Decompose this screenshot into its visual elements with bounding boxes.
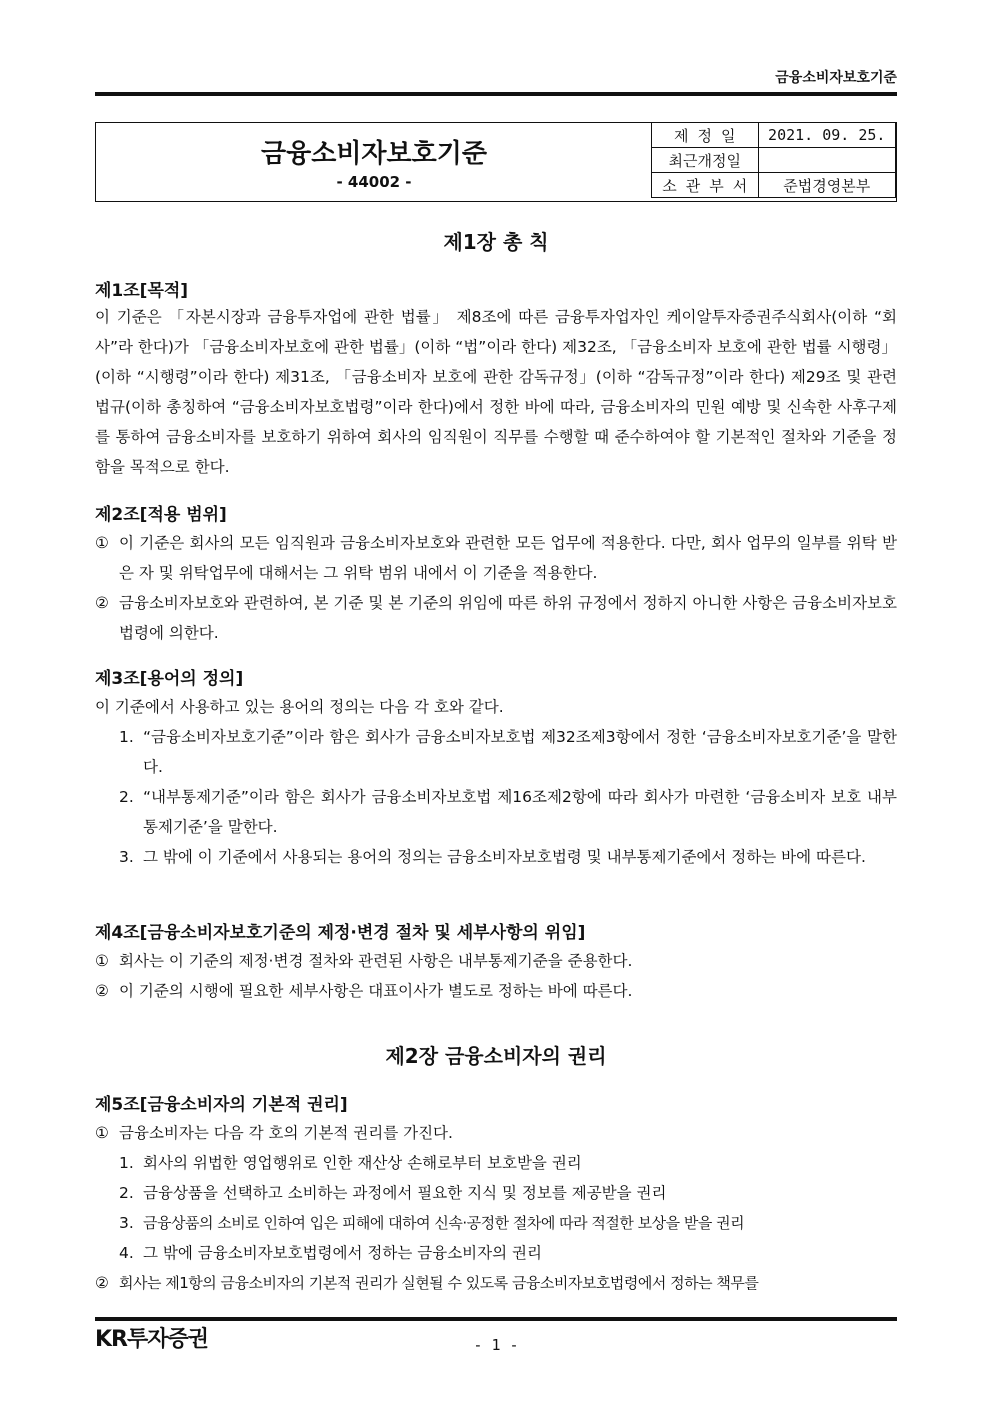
document-title: 금융소비자보호기준 (260, 139, 488, 169)
article-3-item-2: “내부통제기준”이라 함은 회사가 금융소비자보호법 제16조제2항에 따라 회사가 마련한 ‘금융소비자 보호 내부통제기준’을 말한다. (143, 788, 897, 836)
article-2-marker-2: ② (95, 594, 109, 612)
article-3-marker-1: 1. (119, 728, 134, 746)
article-1-text: 이 기준은 「자본시장과 금융투자업에 관한 법률」 제8조에 따른 금융투자업자인 케이알투자증권주식회사(이하 “회사”라 한다)가 「금융소비자보호에 관한 법률」(이하 “법”이라 한다) 제32조, 「금융소비자 보호에 관한 법률 시행령」(이하 “시행령”이라 한다) 제31조, 「금융소비자 보호에 관한 감독규정」(이하 “감독규정”이라 한다) 제29조 및 관련법규(이하 총칭하여 “금융소비자보호법령”이라 한다)에서 정한 바에 따라, 금융소비자의 민원 예방 및 신속한 사후구제를 통하여 금융소비자를 보호하기 위하여 회사의 임직원이 직무를 수행할 때 준수하여야 할 기본적인 절차와 기준을 정함을 목적으로 한다. (95, 308, 897, 476)
meta-value: 준법경영본부 (758, 173, 896, 198)
article-5-subitem-marker-2: 2. (119, 1184, 134, 1202)
article-2-heading: 제2조[적용 범위] (95, 505, 227, 525)
article-3-heading: 제3조[용어의 정의] (95, 669, 244, 689)
article-5-marker-2: ② (95, 1274, 109, 1292)
footer-rule (95, 1317, 897, 1321)
article-4-marker-2: ② (95, 982, 109, 1000)
article-3-marker-3: 3. (119, 848, 134, 866)
article-2-clause-2: 금융소비자보호와 관련하여, 본 기준 및 본 기준의 위임에 따른 하위 규정에서 정하지 아니한 사항은 금융소비자보호법령에 의한다. (119, 594, 897, 642)
meta-value: 2021. 09. 25. (758, 123, 896, 148)
article-5-heading: 제5조[금융소비자의 기본적 권리] (95, 1095, 348, 1115)
meta-key: 소 관 부 서 (652, 173, 759, 198)
title-box (95, 122, 897, 202)
chapter-2-title: 제2장 금융소비자의 권리 (385, 1044, 607, 1068)
article-5-subitem-2: 금융상품을 선택하고 소비하는 과정에서 필요한 지식 및 정보를 제공받을 권리 (143, 1184, 667, 1202)
article-5-subitem-marker-1: 1. (119, 1154, 134, 1172)
document-code: - 44002 - (336, 173, 412, 191)
article-5-subitem-4: 그 밖에 금융소비자보호법령에서 정하는 금융소비자의 권리 (143, 1244, 542, 1262)
article-3-intro: 이 기준에서 사용하고 있는 용어의 정의는 다음 각 호와 같다. (95, 698, 504, 716)
article-5-subitem-marker-3: 3. (119, 1214, 134, 1232)
header-rule (95, 92, 897, 96)
meta-row (652, 173, 896, 198)
article-3-marker-2: 2. (119, 788, 134, 806)
page-number: - 1 - (473, 1336, 519, 1354)
article-2-marker-1: ① (95, 534, 109, 552)
meta-key: 최근개정일 (652, 148, 759, 173)
article-5-subitem-3: 금융상품의 소비로 인하여 입은 피해에 대하여 신속·공정한 절차에 따라 적절한 보상을 받을 권리 (143, 1214, 745, 1232)
article-1-heading: 제1조[목적] (95, 281, 189, 301)
article-5-marker-1: ① (95, 1124, 109, 1142)
article-4-clause-1: 회사는 이 기준의 제정·변경 절차와 관련된 사항은 내부통제기준을 준용한다. (119, 952, 633, 970)
meta-value (758, 148, 896, 173)
meta-table (651, 122, 896, 198)
article-5-clause-2: 회사는 제1항의 금융소비자의 기본적 권리가 실현될 수 있도록 금융소비자보호법령에서 정하는 책무를 (119, 1274, 759, 1292)
meta-key: 제 정 일 (652, 123, 759, 148)
article-4-marker-1: ① (95, 952, 109, 970)
article-4-heading: 제4조[금융소비자보호기준의 제정·변경 절차 및 세부사항의 위임] (95, 923, 586, 943)
article-5-subitem-marker-4: 4. (119, 1244, 134, 1262)
article-5-clause-1: 금융소비자는 다음 각 호의 기본적 권리를 가진다. (119, 1124, 453, 1142)
running-header: 금융소비자보호기준 (775, 70, 897, 86)
article-4-clause-2: 이 기준의 시행에 필요한 세부사항은 대표이사가 별도로 정하는 바에 따른다. (119, 982, 633, 1000)
meta-row (652, 123, 896, 148)
meta-row (652, 148, 896, 173)
article-5-subitem-1: 회사의 위법한 영업행위로 인한 재산상 손해로부터 보호받을 권리 (143, 1154, 582, 1172)
company-logo: KR투자증권 (95, 1327, 208, 1352)
article-3-item-1: “금융소비자보호기준”이라 함은 회사가 금융소비자보호법 제32조제3항에서 정한 ‘금융소비자보호기준’을 말한다. (143, 728, 897, 776)
article-3-item-3: 그 밖에 이 기준에서 사용되는 용어의 정의는 금융소비자보호법령 및 내부통제기준에서 정하는 바에 따른다. (143, 848, 866, 866)
chapter-1-title: 제1장 총 칙 (443, 230, 549, 254)
article-2-clause-1: 이 기준은 회사의 모든 임직원과 금융소비자보호와 관련한 모든 업무에 적용한다. 다만, 회사 업무의 일부를 위탁 받은 자 및 위탁업무에 대해서는 그 위탁 범위 내에서 이 기준을 적용한다. (119, 534, 897, 582)
